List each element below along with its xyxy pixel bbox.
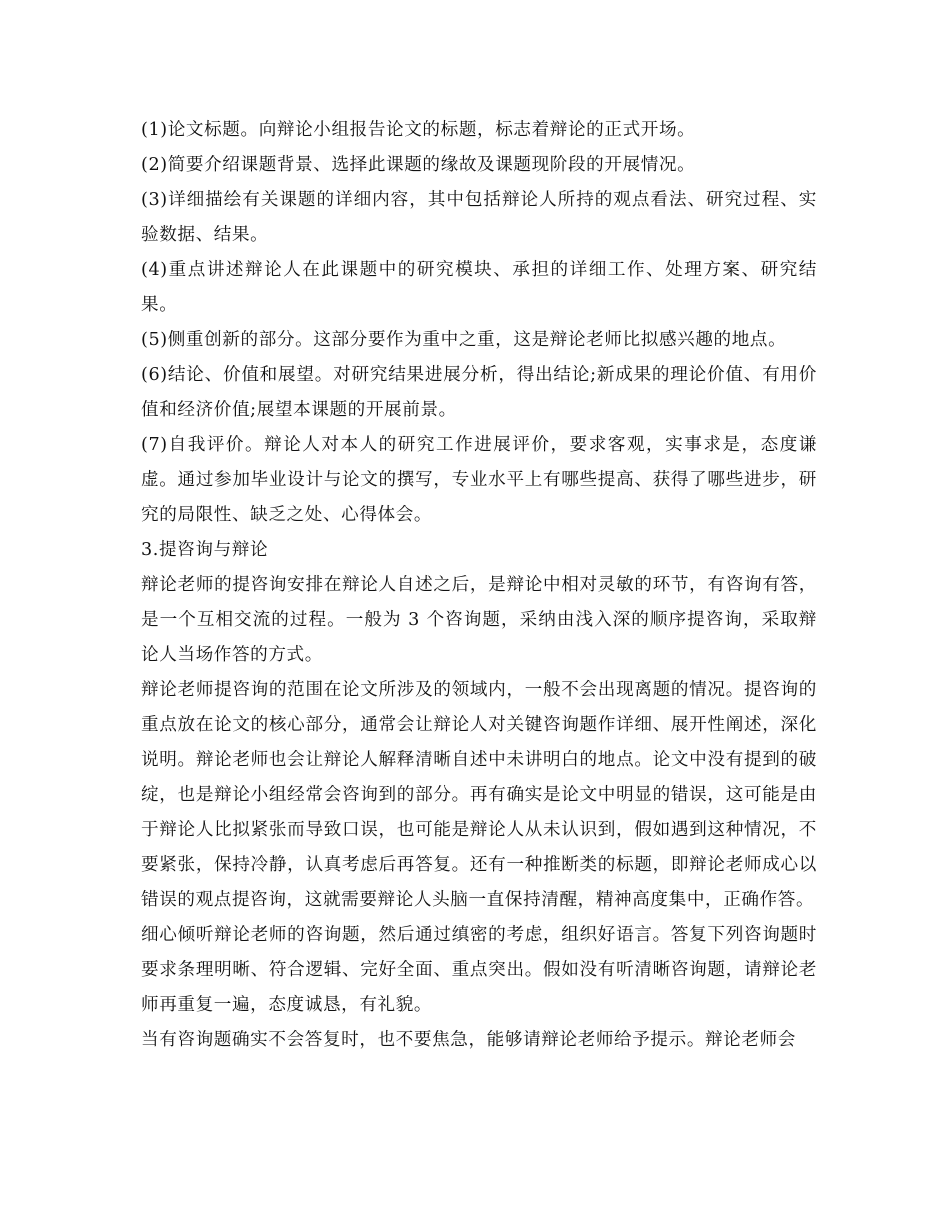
document-body — [141, 113, 817, 1058]
paragraph-item-7: (7)自我评价。辩论人对本人的研究工作进展评价，要求客观，实事求是，态度谦虚。通过参加毕业设计与论文的撰写，专业水平上有哪些提高、获得了哪些进步，研究的局限性、缺乏之处、心得体会。 — [141, 435, 817, 525]
paragraph-item-2: (2)简要介绍课题背景、选择此课题的缘故及课题现阶段的开展情况。 — [141, 155, 696, 175]
paragraph-item-3: (3)详细描绘有关课题的详细内容，其中包括辩论人所持的观点看法、研究过程、实验数据、结果。 — [141, 190, 817, 245]
paragraph-item-4: (4)重点讲述辩论人在此课题中的研究模块、承担的详细工作、处理方案、研究结果。 — [141, 260, 817, 315]
paragraph-qa-scope: 辩论老师提咨询的范围在论文所涉及的领域内，一般不会出现离题的情况。提咨询的重点放在论文的核心部分，通常会让辩论人对关键咨询题作详细、展开性阐述，深化说明。辩论老师也会让辩论人解释清晰自述中未讲明白的地点。论文中没有提到的破绽，也是辩论小组经常会咨询到的部分。再有确实是论文中明显的错误，这可能是由于辩论人比拟紧张而导致口误，也可能是辩论人从未认识到，假如遇到这种情况，不要紧张，保持冷静，认真考虑后再答复。还有一种推断类的标题，即辩论老师成心以错误的观点提咨询，这就需要辩论人头脑一直保持清醒，精神高度集中，正确作答。 — [141, 680, 817, 910]
paragraph-qa-unknown: 当有咨询题确实不会答复时，也不要焦急，能够请辩论老师给予提示。辩论老师会 — [141, 1030, 796, 1050]
section-heading: 3.提咨询与辩论 — [141, 540, 269, 560]
paragraph-qa-listening: 细心倾听辩论老师的咨询题，然后通过缜密的考虑，组织好语言。答复下列咨询题时要求条理明晰、符合逻辑、完好全面、重点突出。假如没有听清晰咨询题，请辩论老师再重复一遍，态度诚恳，有礼貌。 — [141, 925, 817, 1015]
paragraph-qa-intro: 辩论老师的提咨询安排在辩论人自述之后，是辩论中相对灵敏的环节，有咨询有答，是一个互相交流的过程。一般为 3 个咨询题，采纳由浅入深的顺序提咨询，采取辩论人当场作答的方式。 — [141, 575, 817, 665]
paragraph-item-1: (1)论文标题。向辩论小组报告论文的标题，标志着辩论的正式开场。 — [141, 120, 696, 140]
paragraph-item-6: (6)结论、价值和展望。对研究结果进展分析，得出结论;新成果的理论价值、有用价值和经济价值;展望本课题的开展前景。 — [141, 365, 817, 420]
paragraph-item-5: (5)侧重创新的部分。这部分要作为重中之重，这是辩论老师比拟感兴趣的地点。 — [141, 330, 787, 350]
